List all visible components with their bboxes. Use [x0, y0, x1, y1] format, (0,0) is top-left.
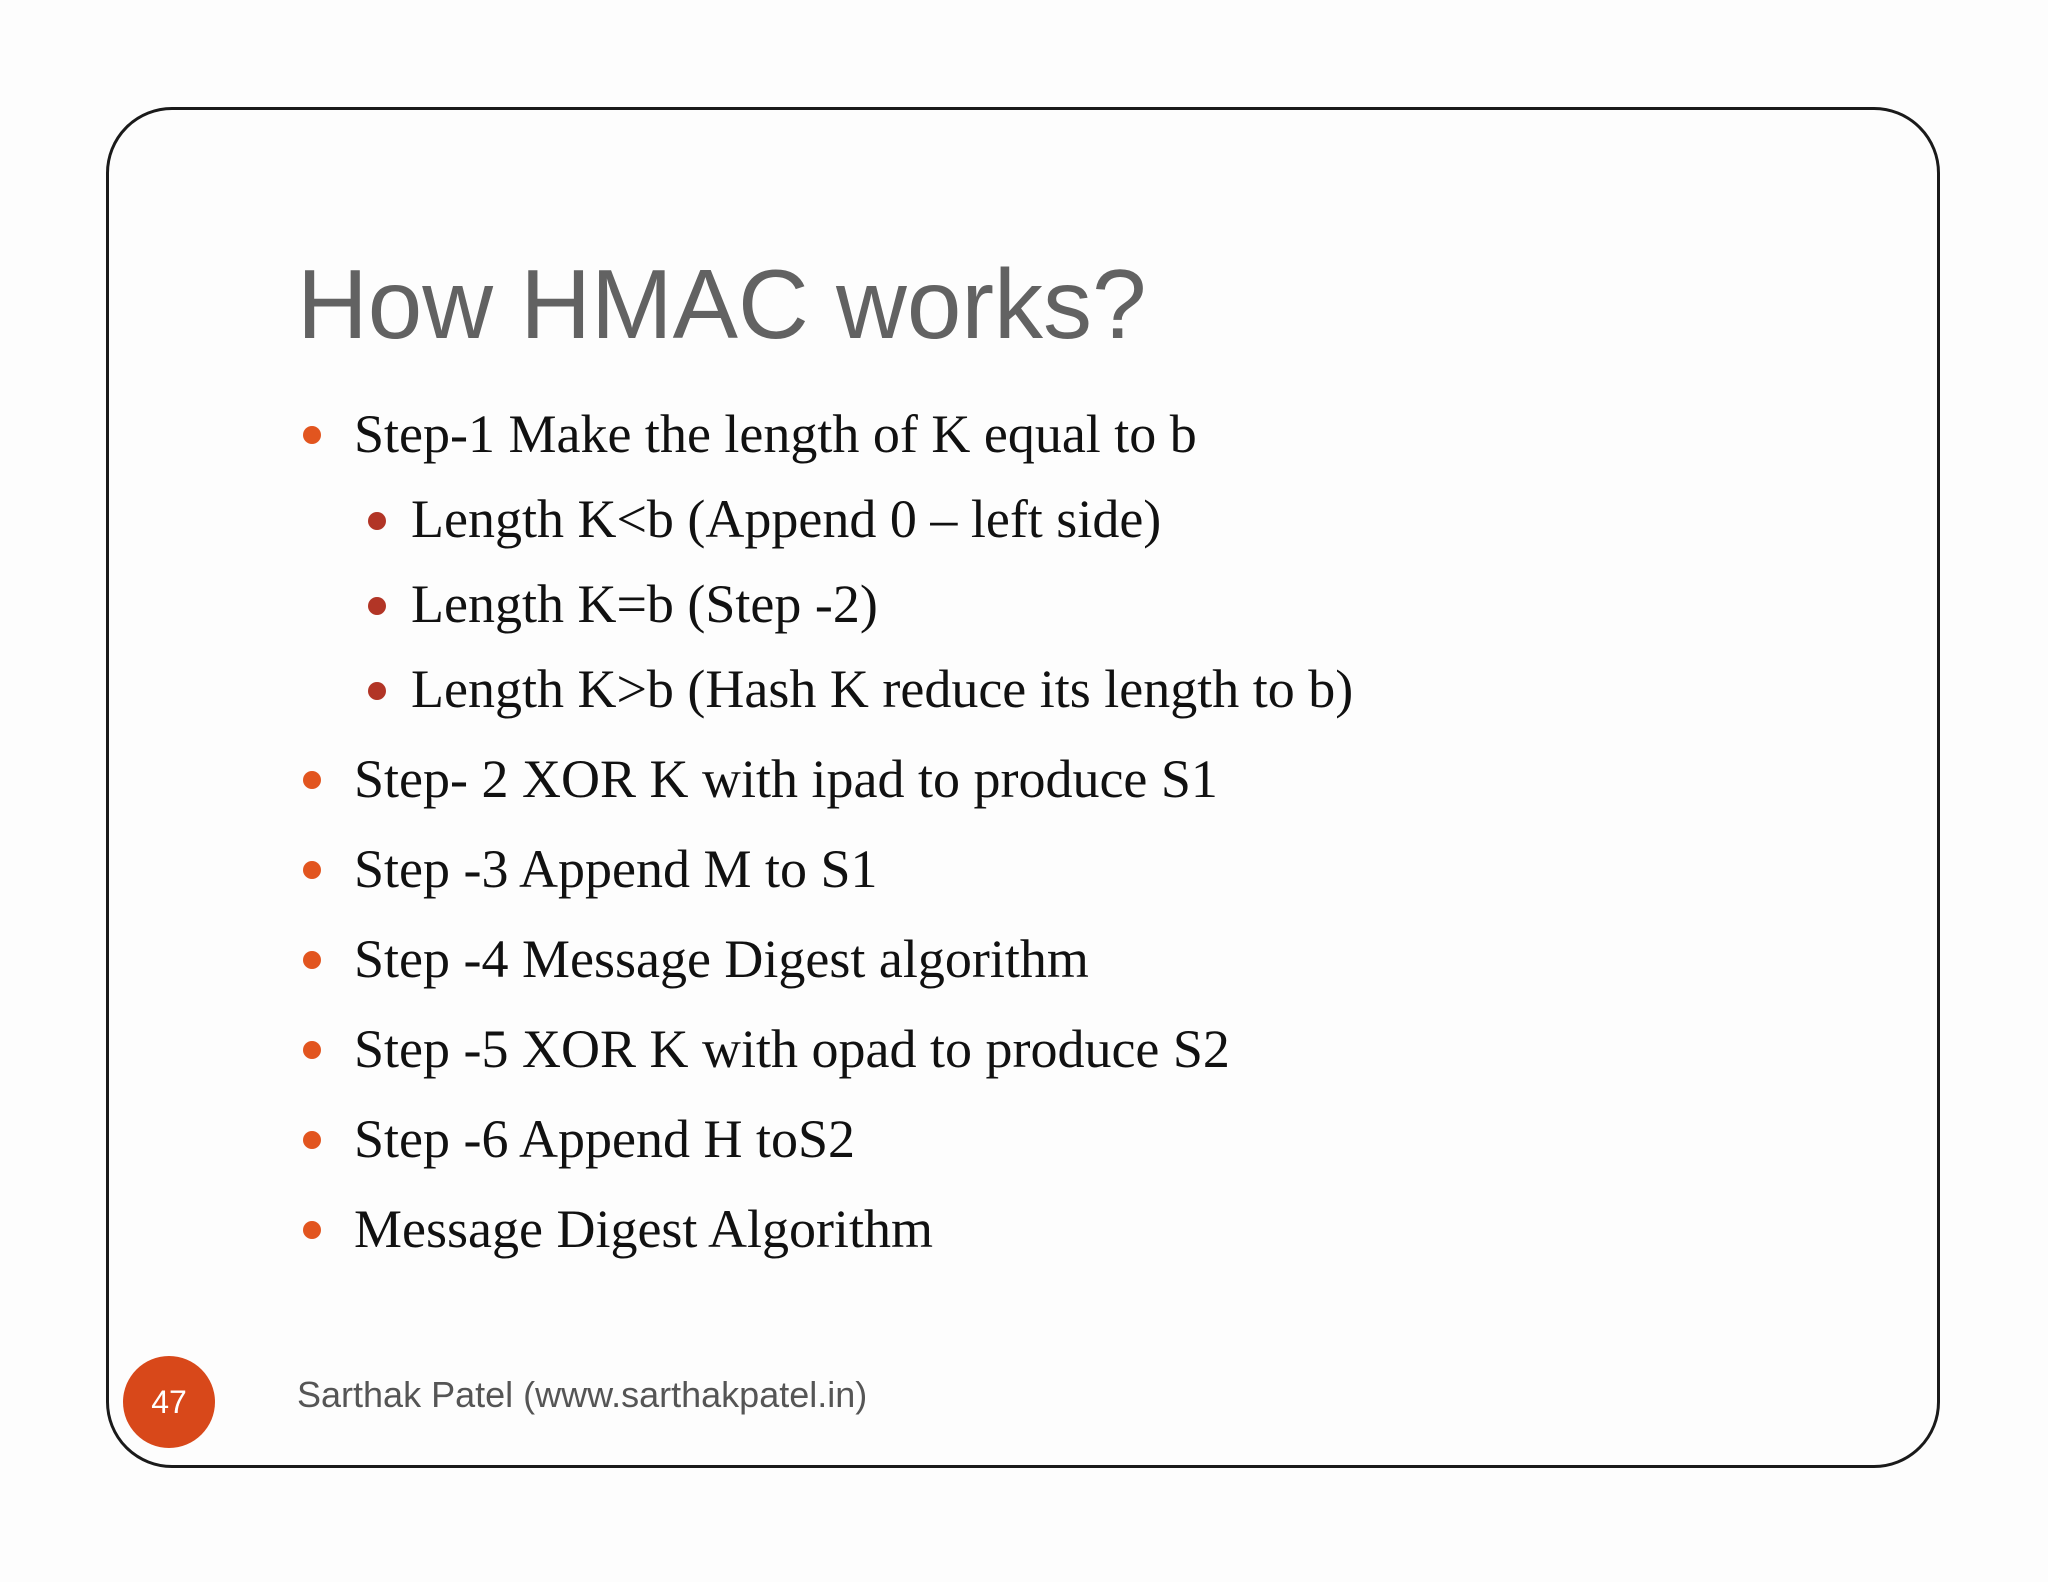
sub-bullet-dot-icon — [368, 597, 386, 615]
bullet-text: Step -5 XOR K with opad to produce S2 — [354, 1019, 1230, 1079]
bullet-item — [354, 927, 1089, 991]
sub-bullet-item — [411, 657, 1353, 721]
bullet-dot-icon — [303, 861, 321, 879]
bullet-text: Message Digest Algorithm — [354, 1199, 933, 1259]
bullet-dot-icon — [303, 951, 321, 969]
bullet-item — [354, 747, 1218, 811]
footer-author: Sarthak Patel (www.sarthakpatel.in) — [297, 1374, 868, 1415]
sub-bullet-text: Length K>b (Hash K reduce its length to b) — [411, 659, 1354, 719]
page-number-badge: 47 — [123, 1356, 215, 1448]
sub-bullet-dot-icon — [368, 682, 386, 700]
bullet-item — [354, 402, 1197, 466]
sub-bullet-item — [411, 487, 1161, 551]
bullet-dot-icon — [303, 1041, 321, 1059]
bullet-dot-icon — [303, 771, 321, 789]
sub-bullet-item — [411, 572, 878, 636]
bullet-item — [354, 837, 878, 901]
bullet-text: Step-1 Make the length of K equal to b — [354, 404, 1197, 464]
sub-bullet-text: Length K=b (Step -2) — [411, 574, 878, 634]
bullet-item — [354, 1107, 855, 1171]
sub-bullet-text: Length K<b (Append 0 – left side) — [411, 489, 1162, 549]
slide-title: How HMAC works? — [297, 249, 1147, 359]
bullet-text: Step- 2 XOR K with ipad to produce S1 — [354, 749, 1218, 809]
bullet-dot-icon — [303, 1131, 321, 1149]
bullet-text: Step -6 Append H toS2 — [354, 1109, 856, 1169]
bullet-dot-icon — [303, 1221, 321, 1239]
bullet-dot-icon — [303, 426, 321, 444]
bullet-item — [354, 1017, 1230, 1081]
sub-bullet-dot-icon — [368, 512, 386, 530]
bullet-text: Step -3 Append M to S1 — [354, 839, 878, 899]
bullet-text: Step -4 Message Digest algorithm — [354, 929, 1089, 989]
bullet-item — [354, 1197, 933, 1261]
